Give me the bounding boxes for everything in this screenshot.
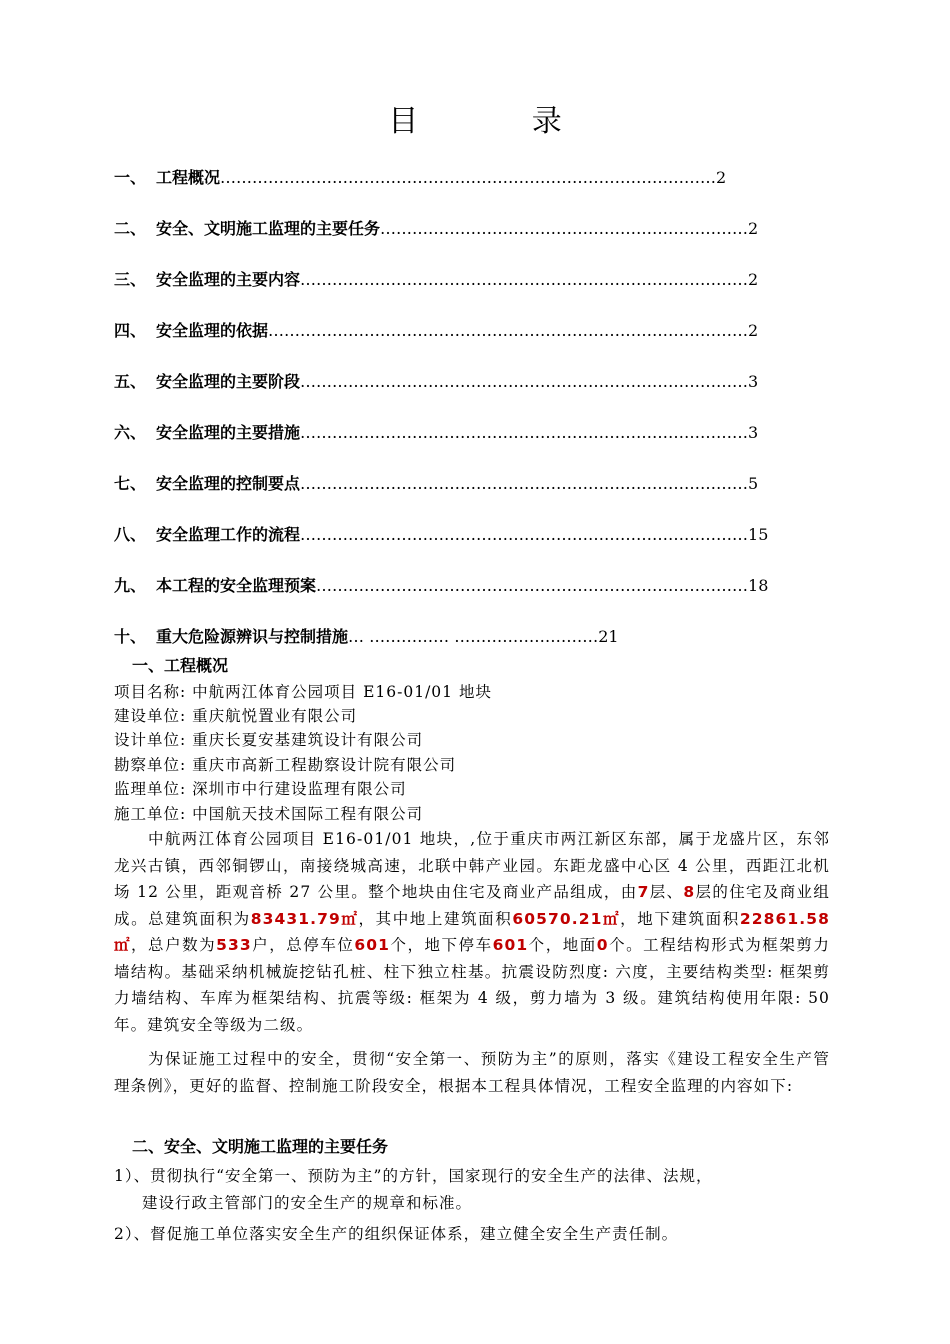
contractor: 施工单位: 中国航天技术国际工程有限公司 [114,805,424,823]
toc-label: 安全监理的依据 [156,321,269,340]
supervisor: 监理单位: 深圳市中行建设监理有限公司 [114,780,407,798]
project-name: 项目名称: 中航两江体育公园项目 E16-01/01 地块 [114,683,492,701]
toc-page-number: 2 [748,270,759,289]
highlight-value: 22861.58㎡ [114,909,830,954]
toc-label: 安全监理的主要措施 [156,423,301,442]
toc-number: 三、 [114,270,147,289]
highlight-value: 601 [354,936,391,954]
toc-label: 安全监理的主要内容 [156,270,301,289]
task-text: 2）、督促施工单位落实安全生产的组织保证体系，建立健全安全生产责任制。 [114,1225,679,1243]
toc-number: 五、 [114,372,147,391]
toc-leader: ………………………………………………………………………… [300,270,749,289]
toc-number: 二、 [114,219,147,238]
section-heading: 一、工程概况 [132,656,229,675]
toc-number: 七、 [114,474,147,493]
toc-page-number: 21 [598,627,619,646]
developer: 建设单位: 重庆航悦置业有限公司 [114,707,358,725]
toc-leader: …………………………………………………………… [380,219,749,238]
highlight-value: 601 [492,936,529,954]
toc-leader: ………………………………………………………………………… [300,474,749,493]
highlight-value: 83431.79㎡ [250,909,359,928]
toc-leader: ……………………………………………………………………………… [268,321,749,340]
task-item [114,1163,844,1217]
toc-number: 六、 [114,423,147,442]
toc-page-number: 2 [748,219,759,238]
task-text: 1）、贯彻执行“安全第一、预防为主”的方针，国家现行的安全生产的法律、法规， [114,1167,713,1185]
section-heading: 二、安全、文明施工监理的主要任务 [132,1137,389,1156]
toc-label: 工程概况 [156,168,221,187]
toc-entry[interactable] [114,523,768,547]
toc-page-number: 5 [748,474,759,493]
page-title: 目 录 [388,104,614,139]
highlight-value: 7 [637,883,650,901]
toc-label: 安全监理的控制要点 [156,474,301,493]
toc-page-number: 2 [748,321,759,340]
surveyor: 勘察单位: 重庆市高新工程勘察设计院有限公司 [114,756,457,774]
toc-page-number: 3 [748,372,759,391]
toc-label: 重大危险源辨识与控制措施 [156,627,349,646]
toc-leader: ……………………………………………………………………… [316,576,749,595]
toc-label: 安全、文明施工监理的主要任务 [156,219,381,238]
highlight-value: 60570.21㎡ [512,909,621,928]
toc-entry[interactable] [114,421,758,445]
safety-principle-paragraph: 为保证施工过程中的安全，贯彻“安全第一、预防为主”的原则，落实《建设工程安全生产管理条例》，更好的监督、控制施工阶段安全，根据本工程具体情况，工程安全监理的内容如下: [114,1050,830,1095]
task-item [114,1221,844,1248]
toc-number: 十、 [114,627,147,646]
toc-entry[interactable] [114,472,758,496]
toc-page-number: 3 [748,423,759,442]
highlight-value: 8 [683,883,696,901]
highlight-value: 0 [596,936,609,954]
toc-leader: … …………… ……………………… [348,627,599,646]
toc-label: 安全监理的主要阶段 [156,372,301,391]
toc-leader: ………………………………………………………………………………… [220,168,717,187]
toc-leader: ………………………………………………………………………… [300,525,749,544]
toc-entry[interactable] [114,166,726,190]
toc-entry[interactable] [114,217,758,241]
toc-entry[interactable] [114,268,758,292]
toc-number: 一、 [114,168,147,187]
toc-entry[interactable] [114,370,758,394]
designer: 设计单位: 重庆长夏安基建筑设计有限公司 [114,731,424,749]
toc-label: 安全监理工作的流程 [156,525,301,544]
toc-page-number: 2 [716,168,727,187]
toc-number: 四、 [114,321,147,340]
toc-entry[interactable] [114,625,619,649]
highlight-value: 533 [216,936,252,954]
toc-leader: ………………………………………………………………………… [300,423,749,442]
toc-label: 本工程的安全监理预案 [156,576,317,595]
toc-page-number: 18 [748,576,769,595]
toc-number: 八、 [114,525,147,544]
toc-entry[interactable] [114,574,768,598]
toc-page-number: 15 [748,525,769,544]
toc-entry[interactable] [114,319,758,343]
task-text-continuation: 建设行政主管部门的安全生产的规章和标准。 [142,1194,473,1212]
project-description: 中航两江体育公园项目 E16-01/01 地块，,位于重庆市两江新区东部，属于龙盛片区，东邻龙兴古镇，西邻铜锣山，南接绕城高速，北联中韩产业园。东距龙盛中心区 4 公里，西距江北机场 12 公里，距观音桥 27 公里。整个地块由住宅及商业产品组成，由7层、8层的住宅及商业组成。总建筑面积为83431.79㎡，其中地上建筑面积60570.21㎡，地下建筑面积22861.58㎡，总户数为533户，总停车位601个，地下停车601个，地面0个。工程结构形式为框架剪力墙结构。基础采纳机械旋挖钻孔桩、柱下独立柱基。抗震设防烈度: 六度，主要结构类型: 框架剪力墙结构、车库为框架结构、抗震等级: 框架为 4 级，剪力墙为 3 级。建筑结构使用年限: 50 年。建筑安全等级为二级。 [114,830,830,1034]
toc-leader: ………………………………………………………………………… [300,372,749,391]
toc-number: 九、 [114,576,147,595]
